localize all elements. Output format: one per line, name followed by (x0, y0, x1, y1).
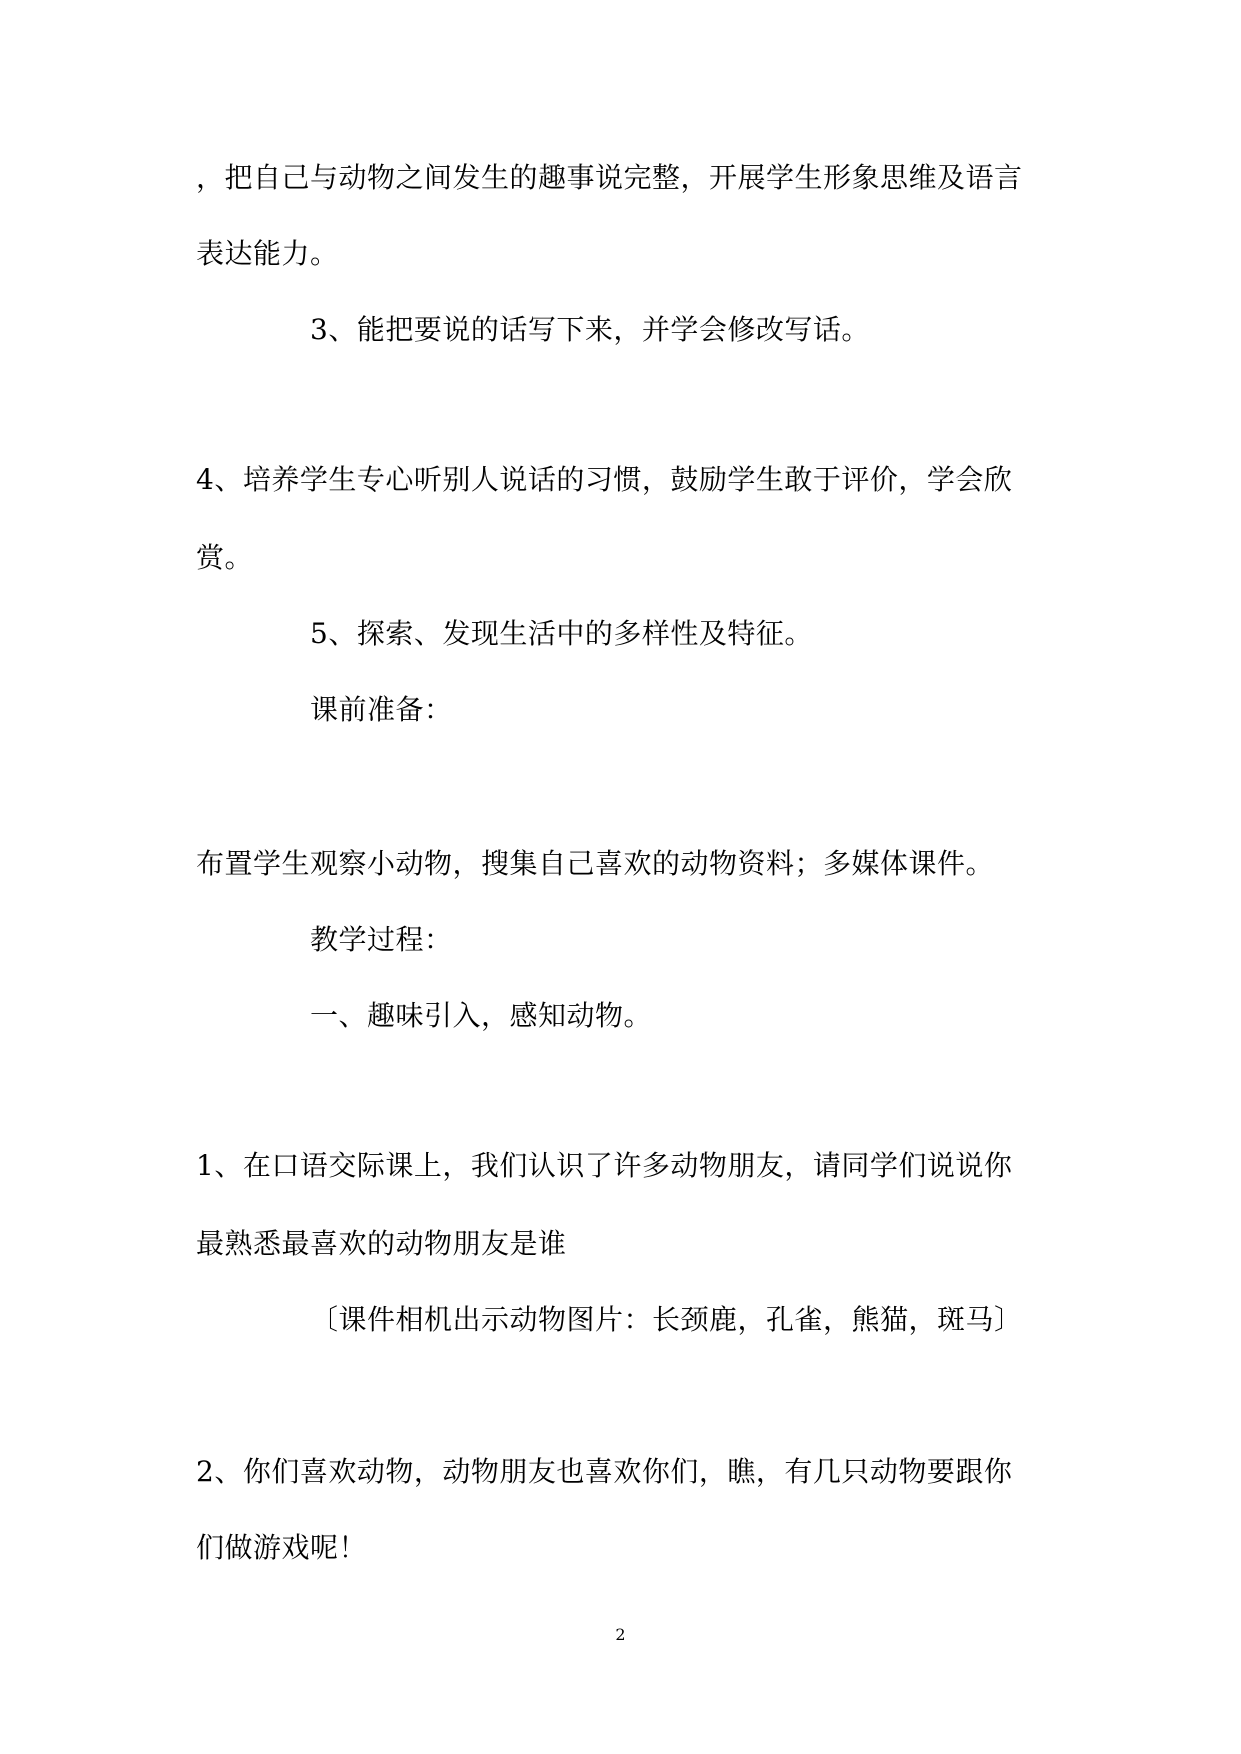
text-line: ，把自己与动物之间发生的趣事说完整，开展学生形象思维及语言 (196, 161, 1023, 194)
text-line: 5、探索、发现生活中的多样性及特征。 (310, 617, 813, 650)
text-line: 赏。 (196, 541, 254, 574)
text-line: 4、培养学生专心听别人说话的习惯，鼓励学生敢于评价，学会欣 (196, 463, 1013, 496)
text-line: 们做游戏呢！ (196, 1531, 368, 1564)
page-number: 2 (615, 1625, 626, 1644)
text-line: 2、你们喜欢动物，动物朋友也喜欢你们，瞧，有几只动物要跟你 (196, 1455, 1013, 1488)
text-line: 3、能把要说的话写下来，并学会修改写话。 (310, 313, 870, 346)
section-heading: 教学过程： (310, 923, 453, 956)
text-line: 最熟悉最喜欢的动物朋友是谁 (196, 1227, 567, 1260)
section-heading: 课前准备： (310, 693, 453, 726)
section-heading: 一、趣味引入，感知动物。 (310, 999, 653, 1032)
text-line: 布置学生观察小动物，搜集自己喜欢的动物资料；多媒体课件。 (196, 847, 995, 880)
text-line: 1、在口语交际课上，我们认识了许多动物朋友，请同学们说说你 (196, 1149, 1013, 1182)
text-line: 表达能力。 (196, 237, 339, 270)
text-line: 〔课件相机出示动物图片：长颈鹿，孔雀，熊猫，斑马〕 (310, 1303, 1023, 1336)
